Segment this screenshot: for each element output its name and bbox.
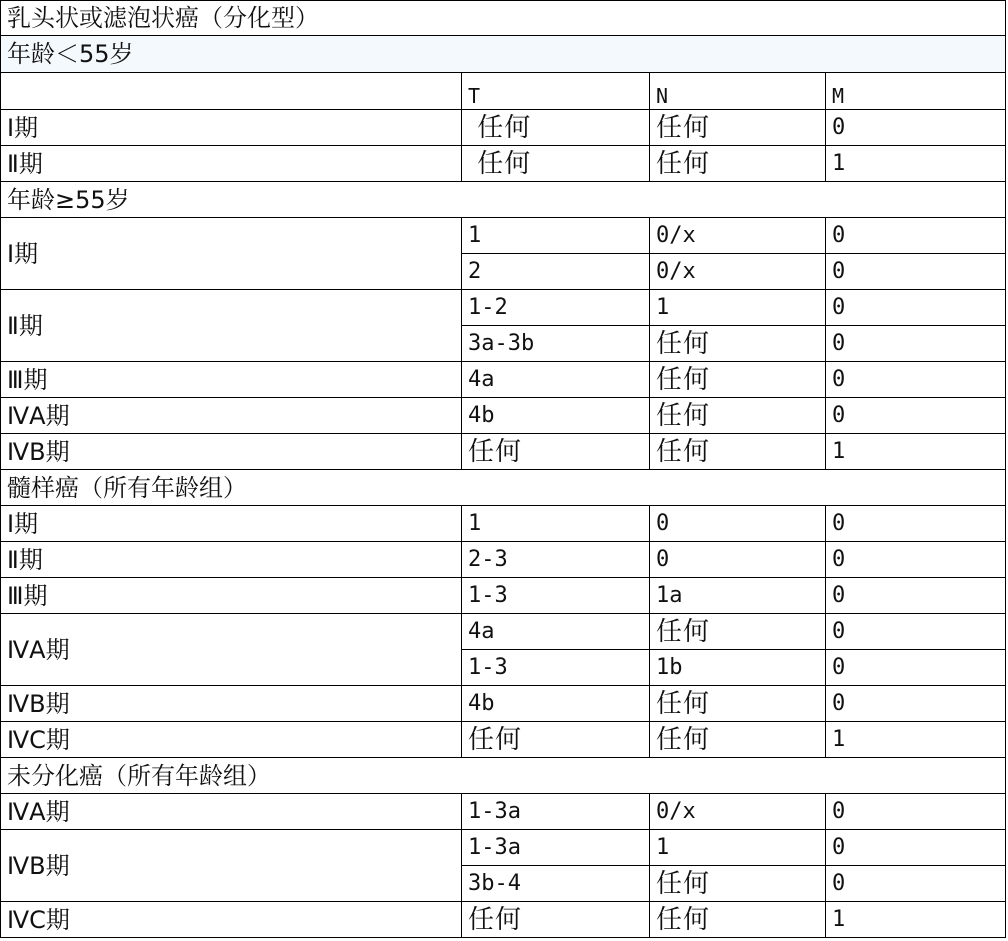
m-value: 0 xyxy=(826,866,1006,902)
n-value: 任何 xyxy=(650,146,826,182)
stage-label: ⅣB期 xyxy=(1,434,462,470)
m-value: 0 xyxy=(826,506,1006,542)
t-value: 任何 xyxy=(462,722,650,758)
section-row xyxy=(1,470,1006,506)
t-value: 任何 xyxy=(462,110,650,146)
table-row xyxy=(1,434,1006,470)
n-value: 0/x xyxy=(650,254,826,290)
stage-label: ⅣB期 xyxy=(1,686,462,722)
m-value: 0 xyxy=(826,326,1006,362)
n-value: 0 xyxy=(650,506,826,542)
table-row xyxy=(1,794,1006,830)
n-value: 0 xyxy=(650,542,826,578)
column-header-n: N xyxy=(650,73,826,110)
n-value: 0/x xyxy=(650,218,826,254)
t-value: 1-3a xyxy=(462,830,650,866)
t-value: 1-2 xyxy=(462,290,650,326)
stage-label: Ⅱ期 xyxy=(1,146,462,182)
t-value: 4b xyxy=(462,398,650,434)
table-row xyxy=(1,830,1006,866)
section-title: 乳头状或滤泡状癌（分化型） xyxy=(1,1,1006,36)
t-value: 1-3a xyxy=(462,794,650,830)
n-value: 1 xyxy=(650,830,826,866)
table-row xyxy=(1,542,1006,578)
table-row xyxy=(1,218,1006,254)
stage-label: Ⅰ期 xyxy=(1,218,462,290)
t-value: 任何 xyxy=(462,902,650,938)
m-value: 0 xyxy=(826,614,1006,650)
stage-label: ⅣC期 xyxy=(1,902,462,938)
t-value: 3a-3b xyxy=(462,326,650,362)
m-value: 0 xyxy=(826,578,1006,614)
table-row xyxy=(1,398,1006,434)
n-value: 任何 xyxy=(650,722,826,758)
t-value: 1 xyxy=(462,506,650,542)
stage-label: Ⅰ期 xyxy=(1,110,462,146)
n-value: 1 xyxy=(650,290,826,326)
table-row xyxy=(1,686,1006,722)
t-value: 1 xyxy=(462,218,650,254)
stage-label: Ⅲ期 xyxy=(1,362,462,398)
table-row xyxy=(1,902,1006,938)
stage-label: ⅣB期 xyxy=(1,830,462,902)
section-title: 髓样癌（所有年龄组） xyxy=(1,470,1006,506)
m-value: 1 xyxy=(826,722,1006,758)
header-spacer xyxy=(1,73,462,110)
m-value: 0 xyxy=(826,218,1006,254)
m-value: 1 xyxy=(826,146,1006,182)
stage-label: Ⅱ期 xyxy=(1,290,462,362)
subsection-row xyxy=(1,182,1006,218)
m-value: 0 xyxy=(826,362,1006,398)
subsection-row xyxy=(1,36,1006,73)
stage-label: Ⅱ期 xyxy=(1,542,462,578)
m-value: 0 xyxy=(826,110,1006,146)
section-row xyxy=(1,758,1006,794)
table-row xyxy=(1,578,1006,614)
n-value: 任何 xyxy=(650,686,826,722)
m-value: 0 xyxy=(826,254,1006,290)
subsection-title: 年龄＜55岁 xyxy=(1,36,1006,73)
m-value: 0 xyxy=(826,290,1006,326)
column-header-row xyxy=(1,73,1006,110)
m-value: 0 xyxy=(826,830,1006,866)
n-value: 任何 xyxy=(650,866,826,902)
section-row xyxy=(1,1,1006,36)
t-value: 4a xyxy=(462,614,650,650)
table-row xyxy=(1,362,1006,398)
n-value: 任何 xyxy=(650,614,826,650)
stage-label: ⅣA期 xyxy=(1,398,462,434)
m-value: 0 xyxy=(826,542,1006,578)
table-row xyxy=(1,290,1006,326)
n-value: 1b xyxy=(650,650,826,686)
t-value: 任何 xyxy=(462,146,650,182)
n-value: 任何 xyxy=(650,434,826,470)
t-value: 2-3 xyxy=(462,542,650,578)
section-title: 未分化癌（所有年龄组） xyxy=(1,758,1006,794)
n-value: 任何 xyxy=(650,902,826,938)
n-value: 1a xyxy=(650,578,826,614)
n-value: 任何 xyxy=(650,326,826,362)
t-value: 4b xyxy=(462,686,650,722)
m-value: 0 xyxy=(826,398,1006,434)
table-body xyxy=(1,1,1006,938)
t-value: 1-3 xyxy=(462,650,650,686)
n-value: 任何 xyxy=(650,398,826,434)
t-value: 4a xyxy=(462,362,650,398)
column-header-t: T xyxy=(462,73,650,110)
stage-label: ⅣA期 xyxy=(1,614,462,686)
n-value: 任何 xyxy=(650,362,826,398)
n-value: 任何 xyxy=(650,110,826,146)
m-value: 1 xyxy=(826,902,1006,938)
stage-label: Ⅲ期 xyxy=(1,578,462,614)
t-value: 2 xyxy=(462,254,650,290)
t-value: 3b-4 xyxy=(462,866,650,902)
table-row xyxy=(1,146,1006,182)
n-value: 0/x xyxy=(650,794,826,830)
stage-label: Ⅰ期 xyxy=(1,506,462,542)
stage-label: ⅣC期 xyxy=(1,722,462,758)
column-header-m: M xyxy=(826,73,1006,110)
subsection-title: 年龄≥55岁 xyxy=(1,182,1006,218)
stage-label: ⅣA期 xyxy=(1,794,462,830)
table-row xyxy=(1,722,1006,758)
m-value: 0 xyxy=(826,794,1006,830)
table-row xyxy=(1,614,1006,650)
table-row xyxy=(1,110,1006,146)
t-value: 任何 xyxy=(462,434,650,470)
m-value: 0 xyxy=(826,686,1006,722)
table-row xyxy=(1,506,1006,542)
t-value: 1-3 xyxy=(462,578,650,614)
m-value: 1 xyxy=(826,434,1006,470)
m-value: 0 xyxy=(826,650,1006,686)
